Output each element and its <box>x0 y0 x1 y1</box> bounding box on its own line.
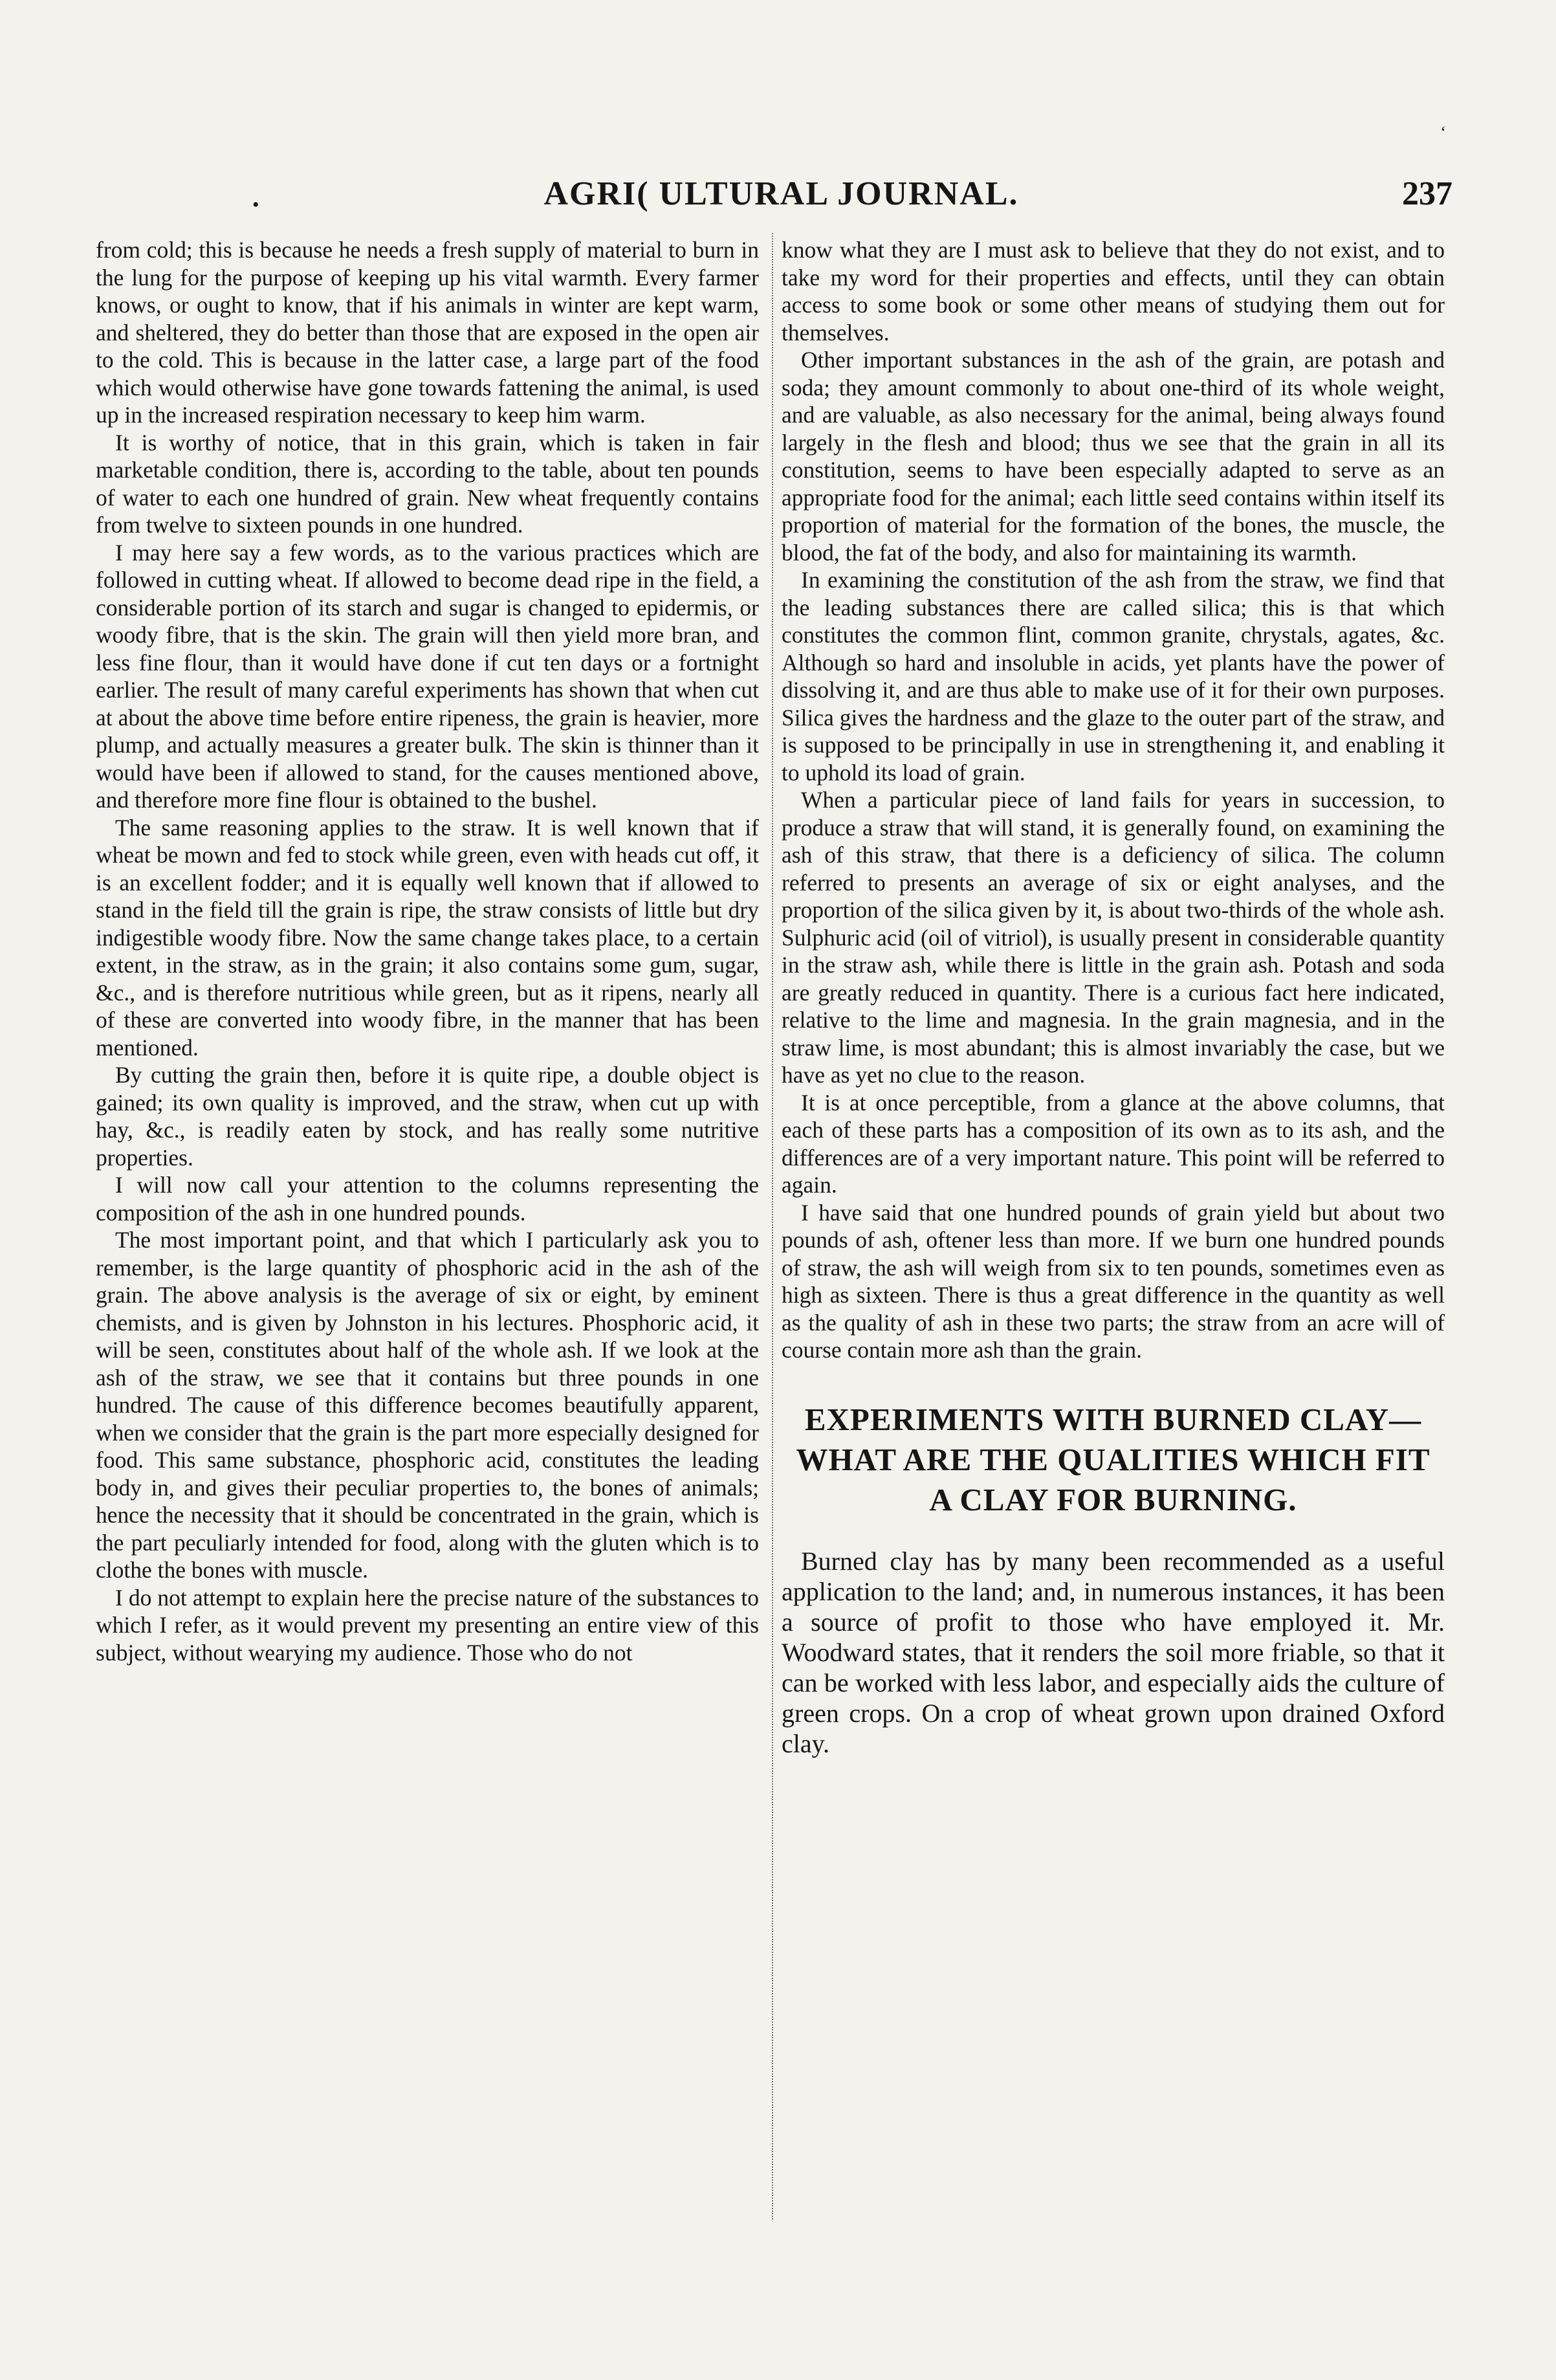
paragraph: I may here say a few words, as to the various practices which are followed in cutting wheat. If allowed to become dead ripe in the field, a considerable portion of its starch and sugar is changed to epidermis, or woody fibre, that is the skin. The grain will then yield more bran, and less fine flour, than it would have done if cut ten days or a fortnight earlier. The result of many careful experiments has shown that when cut at about the above time before entire ripeness, the grain is heavier, more plump, and actually measures a greater bulk. The skin is thinner than it would have been if allowed to stand, for the causes mentioned above, and therefore more fine flour is obtained to the bushel. <box>96 539 759 813</box>
paragraph: I have said that one hundred pounds of grain yield but about two pounds of ash, oftener less than more. If we burn one hundred pounds of straw, the ash will weigh from six to ten pounds, sometimes even as high as sixteen. There is thus a great difference in the quantity as well as the quality of ash in these two parts; the straw from an acre will of course contain more ash than the grain. <box>782 1199 1445 1363</box>
left-column <box>96 236 759 1666</box>
paragraph: from cold; this is because he needs a fresh supply of material to burn in the lung for the purpose of keeping up his vital warmth. Every farmer knows, or ought to know, that if his animals in winter are kept warm, and sheltered, they do better than those that are exposed in the open air to the cold. This is because in the latter case, a large part of the food which would otherwise have gone towards fattening the animal, is used up in the increased respiration necessary to keep him warm. <box>96 237 759 428</box>
running-head <box>110 175 1452 220</box>
paragraph: The same reasoning applies to the straw. It is well known that if wheat be mown and fed to stock while green, even with heads cut off, it is an excellent fodder; and it is equally well known that if allowed to stand in the field till the grain is ripe, the straw consists of little but dry indigestible woody fibre. Now the same change takes place, to a certain extent, in the straw, as in the grain; it also contains some gum, sugar, &c., and is therefore nutritious while green, but as it ripens, nearly all of these are converted into woody fibre, in the manner that has been mentioned. <box>96 814 759 1061</box>
journal-title: AGRI( ULTURAL JOURNAL. <box>543 175 1019 212</box>
section-heading: EXPERIMENTS WITH BURNED CLAY— WHAT ARE THE QUALITIES WHICH FIT A CLAY FOR BURNING. <box>796 1401 1430 1517</box>
paragraph: It is at once perceptible, from a glance at the above columns, that each of these parts has a composition of its own as to its ash, and the differences are of a very important nature. This point will be referred to again. <box>782 1089 1445 1198</box>
paragraph: Other important substances in the ash of the grain, are potash and soda; they amount commonly to about one-third of its whole weight, and are valuable, as also necessary for the animal, being always found largely in the flesh and blood; thus we see that the grain in all its constitution, seems to have been especially adapted to serve as an appropriate food for the animal; each little seed contains within itself its proportion of material for the formation of the bones, the muscle, the blood, the fat of the body, and also for maintaining its warmth. <box>782 347 1445 566</box>
right-column <box>782 236 1445 1759</box>
paragraph: By cutting the grain then, before it is quite ripe, a double object is gained; its own quality is improved, and the straw, when cut up with hay, &c., is readily eaten by stock, and has really some nutritive properties. <box>96 1062 759 1171</box>
top-mark: ‘ <box>1440 123 1446 142</box>
header-mark: • <box>252 194 259 215</box>
paragraph: When a particular piece of land fails for years in succession, to produce a straw that will stand, it is generally found, on examining the ash of this straw, that there is a deficiency of silica. The column referred to presents an average of six or eight analyses, and the proportion of the silica given by it, is about two-thirds of the whole ash. Sulphuric acid (oil of vitriol), is usually present in considerable quantity in the straw ash, while there is little in the grain ash. Potash and soda are greatly reduced in quantity. There is a curious fact here indicated, relative to the lime and magnesia. In the grain magnesia, and in the straw lime, is most abundant; this is almost invariably the case, but we have as yet no clue to the reason. <box>782 787 1445 1088</box>
column-divider <box>772 233 774 2220</box>
paragraph: It is worthy of notice, that in this grain, which is taken in fair marketable condition, there is, according to the table, about ten pounds of water to each one hundred of grain. New wheat frequently contains from twelve to sixteen pounds in one hundred. <box>96 429 759 538</box>
paragraph: In examining the constitution of the ash from the straw, we find that the leading substances there are called silica; this is that which constitutes the common flint, common granite, chrystals, agates, &c. Although so hard and insoluble in acids, yet plants have the power of dissolving it, and are thus able to make use of it for their own purposes. Silica gives the hardness and the glaze to the outer part of the straw, and is supposed to be principally in use in strengthening it, and enabling it to uphold its load of grain. <box>782 567 1445 786</box>
paragraph: I do not attempt to explain here the precise nature of the substances to which I refer, as it would prevent my presenting an entire view of this subject, without wearying my audience. Those who do not <box>96 1584 759 1666</box>
paragraph: The most important point, and that which I particularly ask you to remember, is the large quantity of phosphoric acid in the ash of the grain. The above analysis is the average of six or eight, by eminent chemists, and is given by Johnston in his lectures. Phosphoric acid, it will be seen, constitutes about half of the whole ash. If we look at the ash of the straw, we see that it contains but three pounds in one hundred. The cause of this difference becomes beautifully apparent, when we consider that the grain is the part more especially designed for food. This same substance, phosphoric acid, constitutes the leading body in, and gives their peculiar properties to, the bones of animals; hence the necessity that it should be concentrated in the grain, which is the part peculiarly intended for food, along with the gluten which is to clothe the bones with muscle. <box>96 1227 759 1583</box>
section-body: Burned clay has by many been recommended as a useful application to the land; and, in numerous instances, it has been a source of profit to those who have employed it. Mr. Woodward states, that it renders the soil more friable, so that it can be worked with less labor, and especially aids the culture of green crops. On a crop of wheat grown upon drained Oxford clay. <box>782 1546 1445 1758</box>
paragraph: know what they are I must ask to believe that they do not exist, and to take my word for their properties and effects, until they can obtain access to some book or some other means of studying them out for themselves. <box>782 237 1445 346</box>
paragraph: I will now call your attention to the columns representing the composition of the ash in one hundred pounds. <box>96 1172 759 1226</box>
page-number: 237 <box>1402 175 1452 212</box>
